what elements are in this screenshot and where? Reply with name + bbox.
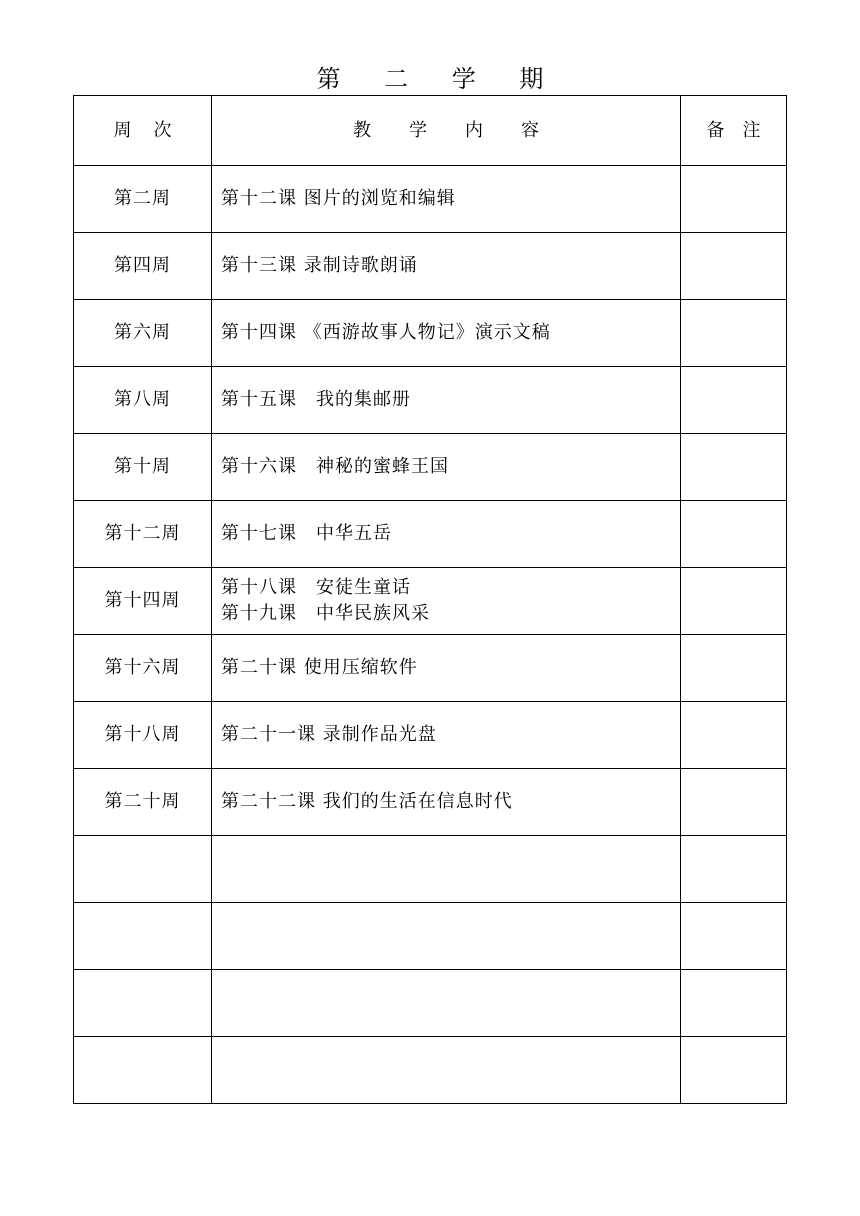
week-cell bbox=[74, 903, 212, 970]
table-row bbox=[74, 434, 787, 501]
lesson-line: 第十七课 中华五岳 bbox=[221, 523, 392, 544]
note-cell bbox=[681, 702, 787, 769]
week-cell: 第二周 bbox=[74, 166, 212, 233]
table-row bbox=[74, 769, 787, 836]
week-cell: 第十周 bbox=[74, 434, 212, 501]
table-row bbox=[74, 501, 787, 568]
note-cell bbox=[681, 166, 787, 233]
table-row bbox=[74, 166, 787, 233]
lesson-line: 第十五课 我的集邮册 bbox=[221, 389, 411, 410]
content-cell bbox=[212, 166, 681, 233]
note-cell bbox=[681, 233, 787, 300]
content-cell bbox=[212, 970, 681, 1037]
lesson-line: 第十四课 《西游故事人物记》演示文稿 bbox=[221, 322, 551, 343]
table-row bbox=[74, 300, 787, 367]
content-cell bbox=[212, 769, 681, 836]
content-cell bbox=[212, 233, 681, 300]
note-cell bbox=[681, 836, 787, 903]
week-cell: 第六周 bbox=[74, 300, 212, 367]
table-row bbox=[74, 1037, 787, 1104]
lesson-line: 第十八课 安徒生童话 bbox=[221, 577, 411, 598]
week-cell: 第八周 bbox=[74, 367, 212, 434]
header-note: 备注 bbox=[681, 96, 787, 166]
week-cell bbox=[74, 836, 212, 903]
week-cell: 第四周 bbox=[74, 233, 212, 300]
note-cell bbox=[681, 769, 787, 836]
week-cell bbox=[74, 970, 212, 1037]
table-row bbox=[74, 836, 787, 903]
table-row bbox=[74, 367, 787, 434]
content-cell bbox=[212, 367, 681, 434]
week-cell: 第十四周 bbox=[74, 568, 212, 635]
content-cell bbox=[212, 300, 681, 367]
note-cell bbox=[681, 300, 787, 367]
header-content: 教学内容 bbox=[212, 96, 681, 166]
lesson-line: 第二十课 使用压缩软件 bbox=[221, 657, 418, 678]
lesson-line: 第十二课 图片的浏览和编辑 bbox=[221, 188, 456, 209]
week-cell: 第十八周 bbox=[74, 702, 212, 769]
note-cell bbox=[681, 903, 787, 970]
lesson-line: 第十九课 中华民族风采 bbox=[221, 603, 430, 624]
content-cell bbox=[212, 836, 681, 903]
note-cell bbox=[681, 970, 787, 1037]
table-row bbox=[74, 233, 787, 300]
table-row bbox=[74, 702, 787, 769]
note-cell bbox=[681, 367, 787, 434]
lesson-line: 第二十一课 录制作品光盘 bbox=[221, 724, 437, 745]
week-cell bbox=[74, 1037, 212, 1104]
schedule-body bbox=[74, 166, 787, 1104]
content-cell bbox=[212, 501, 681, 568]
table-row bbox=[74, 635, 787, 702]
content-cell bbox=[212, 434, 681, 501]
content-cell bbox=[212, 568, 681, 635]
table-row bbox=[74, 970, 787, 1037]
header-week: 周次 bbox=[74, 96, 212, 166]
lesson-line: 第十六课 神秘的蜜蜂王国 bbox=[221, 456, 449, 477]
table-row bbox=[74, 903, 787, 970]
note-cell bbox=[681, 501, 787, 568]
content-cell bbox=[212, 635, 681, 702]
lesson-line: 第十三课 录制诗歌朗诵 bbox=[221, 255, 418, 276]
page-title: 第 二 学 期 bbox=[316, 65, 562, 93]
schedule-table bbox=[73, 95, 787, 1104]
content-cell bbox=[212, 903, 681, 970]
week-cell: 第十六周 bbox=[74, 635, 212, 702]
note-cell bbox=[681, 635, 787, 702]
week-cell: 第二十周 bbox=[74, 769, 212, 836]
content-cell bbox=[212, 1037, 681, 1104]
table-header-row bbox=[74, 96, 787, 166]
lesson-line: 第二十二课 我们的生活在信息时代 bbox=[221, 791, 513, 812]
note-cell bbox=[681, 434, 787, 501]
table-row bbox=[74, 568, 787, 635]
content-cell bbox=[212, 702, 681, 769]
note-cell bbox=[681, 568, 787, 635]
week-cell: 第十二周 bbox=[74, 501, 212, 568]
note-cell bbox=[681, 1037, 787, 1104]
